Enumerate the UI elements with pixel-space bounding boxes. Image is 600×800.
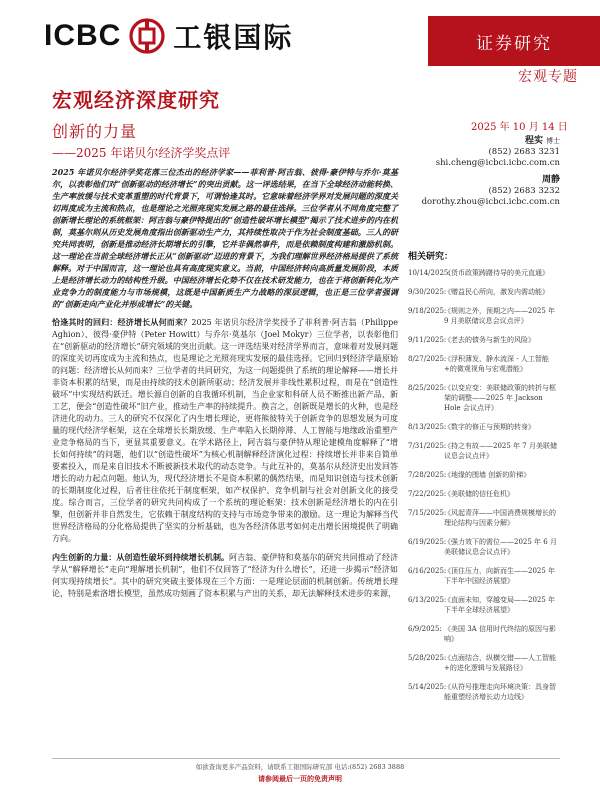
logo-cn: 工银国际 bbox=[173, 21, 294, 54]
related-item-title: 《持之有故——2025 年 7 月美联储议息会议点评》 bbox=[444, 442, 557, 460]
report-subtitle-2: ——2025 年诺贝尔经济学奖点评 bbox=[52, 146, 231, 160]
related-item-title: 《从符号推理走向环境决策：具身智能重塑经济增长动力边线》 bbox=[444, 683, 556, 701]
related-item[interactable] bbox=[408, 566, 560, 586]
related-item-date: 5/28/2025: bbox=[408, 654, 447, 662]
related-item-title: 《赠益民心所向，激发内需动能》 bbox=[444, 288, 549, 296]
analyst-title: 博士 bbox=[546, 137, 560, 145]
report-type-tag: 证券研究 bbox=[428, 16, 600, 66]
related-item-date: 10/14/2025: bbox=[408, 269, 451, 277]
related-item-title: 《强力效下的需位——2025 年 6 月美联储议息会议点评》 bbox=[444, 538, 557, 556]
footer-contact: 如欲查询更多产品资料，请联系工银国际研究部 电话:(852) 2683 3888 bbox=[195, 763, 405, 771]
paragraph-lead: 恰逢其时的回归：经济增长从何而来？ bbox=[52, 317, 192, 327]
main-body bbox=[52, 166, 398, 606]
paragraph-lead: 内生创新的力量：从创造性破坏到持续增长机制。 bbox=[52, 552, 230, 562]
related-item-date: 6/16/2025: bbox=[408, 567, 447, 575]
related-item-date: 8/27/2025: bbox=[408, 355, 447, 363]
related-item-date: 7/15/2025: bbox=[408, 509, 447, 517]
related-item-title: 《美联储的信任危机》 bbox=[444, 490, 514, 498]
related-item-date: 5/14/2025: bbox=[408, 683, 447, 691]
icbc-seal-icon bbox=[129, 18, 165, 54]
paragraph-text: 2025 年诺贝尔经济学奖授予了菲利普·阿吉翁（Philippe Aghion）、彼得·豪伊特（Peter Howitt）与乔尔·莫基尔（Joel Mokyr）三位学者，以表彰他们在“创新驱动的经济增长”研究领域的突出贡献。这一评选结果对经济学界而言，意味着对发展问题的深度关切再度成为主流和热点，也是理论之光照亮现实发展的最佳选择。它回归到经济学最原始的问题：经济增长从何而来？三位学者的共同研究，为这一问题提供了系统的理论解释——增长并非资本积累的结果，而是由持续的技术创新所驱动；经济发展并非线性累积过程，而是在“创造性破坏”中实现结构跃迁。增长源自创新的自我循环机制，当企业家和科研人员不断推出新产品、新工艺，便会“创造性破坏”旧产业，推动生产率的持续提升。换言之，创新既是增长的火种，也是经济进化的动力。三人的研究不仅深化了内生增长理论，更将熊彼特关于创新竞争的思想发展为可度量的现代经济学框架，这在全球增长长期放缓、生产率陷入长期停滞、人工智能与地缘政治重塑产业竞争格局的当下，更显其重要意义。在学术路径上，阿吉翁与豪伊特从理论建模角度解释了“增长如何持续”的问题，他们以“创造性破坏”为核心机制解释经济演化过程：持续增长并非来自简单要素投入，而是来自旧技术不断被新技术取代的动态竞争。与此互补的，莫基尔从经济史出发回答增长的动力起点问题。他认为，现代经济增长不是资本积累的偶然结果，而是知识创造与技术创新的长期制度化过程，后者往往依托于制度框架，如产权保护、竞争机制与社会对创新文化的接受度。综合而言，三位学者的研究共同构成了一个系统的理论框架：技术创新是经济增长的内在引擎，但创新并非自然发生，它依赖于制度结构的支持与市场竞争带来的激励。这一理论为解释当代世界经济格局的分化格局提供了坚实的分析基础，也为各经济体思考如何走出增长困境提供了明确方向。 bbox=[52, 318, 398, 543]
analyst bbox=[390, 175, 560, 208]
analysts-panel bbox=[390, 136, 560, 214]
report-title: 宏观经济深度研究 bbox=[52, 88, 220, 112]
related-item-date: 9/30/2025: bbox=[408, 288, 447, 296]
brand-logo bbox=[44, 14, 293, 58]
related-item-title: 《点面结合，纵横交错——人工智能+的进化逻辑与发展路径》 bbox=[444, 654, 556, 672]
footer-disclaimer: 请参阅最后一页的免责声明 bbox=[258, 774, 342, 783]
related-item-title: 《顶住压力，向新而生——2025 年下半年中国经济展望》 bbox=[444, 567, 556, 585]
paragraph bbox=[52, 316, 398, 545]
related-item-date: 9/11/2025: bbox=[408, 336, 447, 344]
analyst-phone: (852) 2683 3231 bbox=[488, 147, 560, 157]
report-subtitle: 创新的力量 bbox=[52, 122, 138, 141]
analyst-name: 周静 bbox=[541, 175, 560, 185]
related-item-title: 《以变应变：美联储政策的转折与框架的调整——2025 年 Jackson Hole 会议点评》 bbox=[444, 384, 556, 412]
related-item[interactable] bbox=[408, 354, 560, 374]
related-item-date: 9/18/2025: bbox=[408, 307, 447, 315]
title-block bbox=[52, 84, 392, 161]
related-item-date: 8/13/2025: bbox=[408, 423, 447, 431]
related-item-date: 6/19/2025: bbox=[408, 538, 447, 546]
related-item-title: 《直面未知，穿越变局——2025 年下半年全球经济展望》 bbox=[444, 596, 556, 614]
header-band bbox=[0, 6, 600, 68]
related-item[interactable] bbox=[408, 441, 560, 461]
related-item-title: 《老去的债务与新生的风险》 bbox=[444, 336, 535, 344]
related-item-date: 6/13/2025: bbox=[408, 596, 447, 604]
related-item-title: 《规则之外，预期之内——2025 年 9 月美联储议息会议点评》 bbox=[444, 307, 556, 325]
paragraph bbox=[52, 551, 398, 600]
related-item-title: 《风起青萍——中国消费规模增长的理论结构与因素分解》 bbox=[444, 509, 556, 527]
related-item[interactable] bbox=[408, 537, 560, 557]
related-item[interactable] bbox=[408, 383, 560, 413]
related-item[interactable] bbox=[408, 595, 560, 615]
related-item-date: 7/31/2025: bbox=[408, 442, 447, 450]
related-item-title: 《地缘的围墙 创新的阶梯》 bbox=[444, 471, 531, 479]
analyst-email[interactable]: dorothy.zhou@icbci.icbc.com.cn bbox=[421, 197, 560, 207]
analyst-name: 程实 bbox=[524, 136, 543, 146]
section-tag: 宏观专题 bbox=[518, 69, 578, 85]
footer-divider bbox=[52, 758, 560, 759]
report-date: 2025 年 10 月 14 日 bbox=[471, 122, 568, 133]
related-item-date: 8/25/2025: bbox=[408, 384, 447, 392]
related-item[interactable] bbox=[408, 470, 560, 480]
related-research bbox=[408, 252, 560, 711]
related-item[interactable] bbox=[408, 422, 560, 432]
related-item[interactable] bbox=[408, 624, 560, 644]
analyst-email[interactable]: shi.cheng@icbci.icbc.com.cn bbox=[435, 158, 560, 168]
footer bbox=[0, 762, 600, 784]
paragraph-text: 阿吉翁、豪伊特和莫基尔的研究共同推动了经济学从“解释增长”走向“理解增长机制”，他们不仅回答了“经济为什么增长”，还进一步揭示“经济如何实现持续增长”。其中的研究突破主要体现在三个方面：一是理论层面的机制创新。传统增长理论，特别是索洛增长模型，虽然成功刻画了资本积累与产出的关系，却无法解释技术进步的来源， bbox=[52, 553, 398, 598]
related-item[interactable] bbox=[408, 653, 560, 673]
related-item-title: 《浮积薄发，静水流深 - 人工智能+的微观视角与宏观潜能》 bbox=[444, 355, 549, 373]
related-item[interactable] bbox=[408, 287, 560, 297]
related-item-title: 《数字的修正与预期的转身》 bbox=[444, 423, 535, 431]
logo-en: ICBC bbox=[44, 19, 122, 52]
analyst bbox=[390, 136, 560, 169]
related-item[interactable] bbox=[408, 508, 560, 528]
abstract: 2025 年诺贝尔经济学奖花落三位杰出的经济学家——菲利普·阿吉翁、彼得·豪伊特与乔尔·莫基尔，以表彰他们对“创新驱动的经济增长”的突出贡献。这一评选结果，在当下全球经济动能转换、生产率放缓与技术变革重塑的时代背景下，可谓恰逢其时。它意味着经济学界对发展问题的深度关切再度成为主流和热点，也是理论之光照亮现实发展之路的最佳选择。三位学者从不同角度完整了创新增长理论的系统框架：阿吉翁与豪伊特提出的“创造性破坏增长模型”揭示了技术进步的内在机制，莫基尔则从历史发展角度指出创新驱动生产力，其持续性取决于作为社会制度基础。三人的研究共同表明，创新是推动经济长期增长的引擎，它并非偶然事件，而是依赖制度构建和激励机制。这一理论在当前全球经济增长正从“创新驱动”迈进的背景下，为我们理解世界经济格局提供了系统解释。对于中国而言，这一理论也具有高度现实意义。当前，中国经济转向高质量发展阶段，本质上是经济增长动力的结构性升级。中国经济增长化势不仅在技术研发能力，也在于将创新转化为产业竞争力的制度能力与市场规模，这既是中国新质生产力战略的深层逻辑，也正是三位学者强调的“创新走向产业化并形成增长”的关键。 bbox=[52, 167, 398, 309]
related-item[interactable] bbox=[408, 489, 560, 499]
related-item-date: 7/28/2025: bbox=[408, 471, 447, 479]
related-item[interactable] bbox=[408, 335, 560, 345]
related-item[interactable] bbox=[408, 306, 560, 326]
related-item-date: 7/22/2025: bbox=[408, 490, 447, 498]
related-item-title: 《货币政策踌躇待导的美元直通》 bbox=[444, 269, 549, 277]
related-list bbox=[408, 268, 560, 702]
related-research-title: 相关研究： bbox=[408, 252, 454, 262]
analyst-phone: (852) 2683 3232 bbox=[488, 186, 560, 196]
related-item[interactable] bbox=[408, 268, 560, 278]
related-item[interactable] bbox=[408, 682, 560, 702]
related-item-title: 《美国 3A 信用时代终结的原因与影响》 bbox=[444, 625, 556, 643]
related-item-date: 6/9/2025: bbox=[408, 625, 442, 633]
